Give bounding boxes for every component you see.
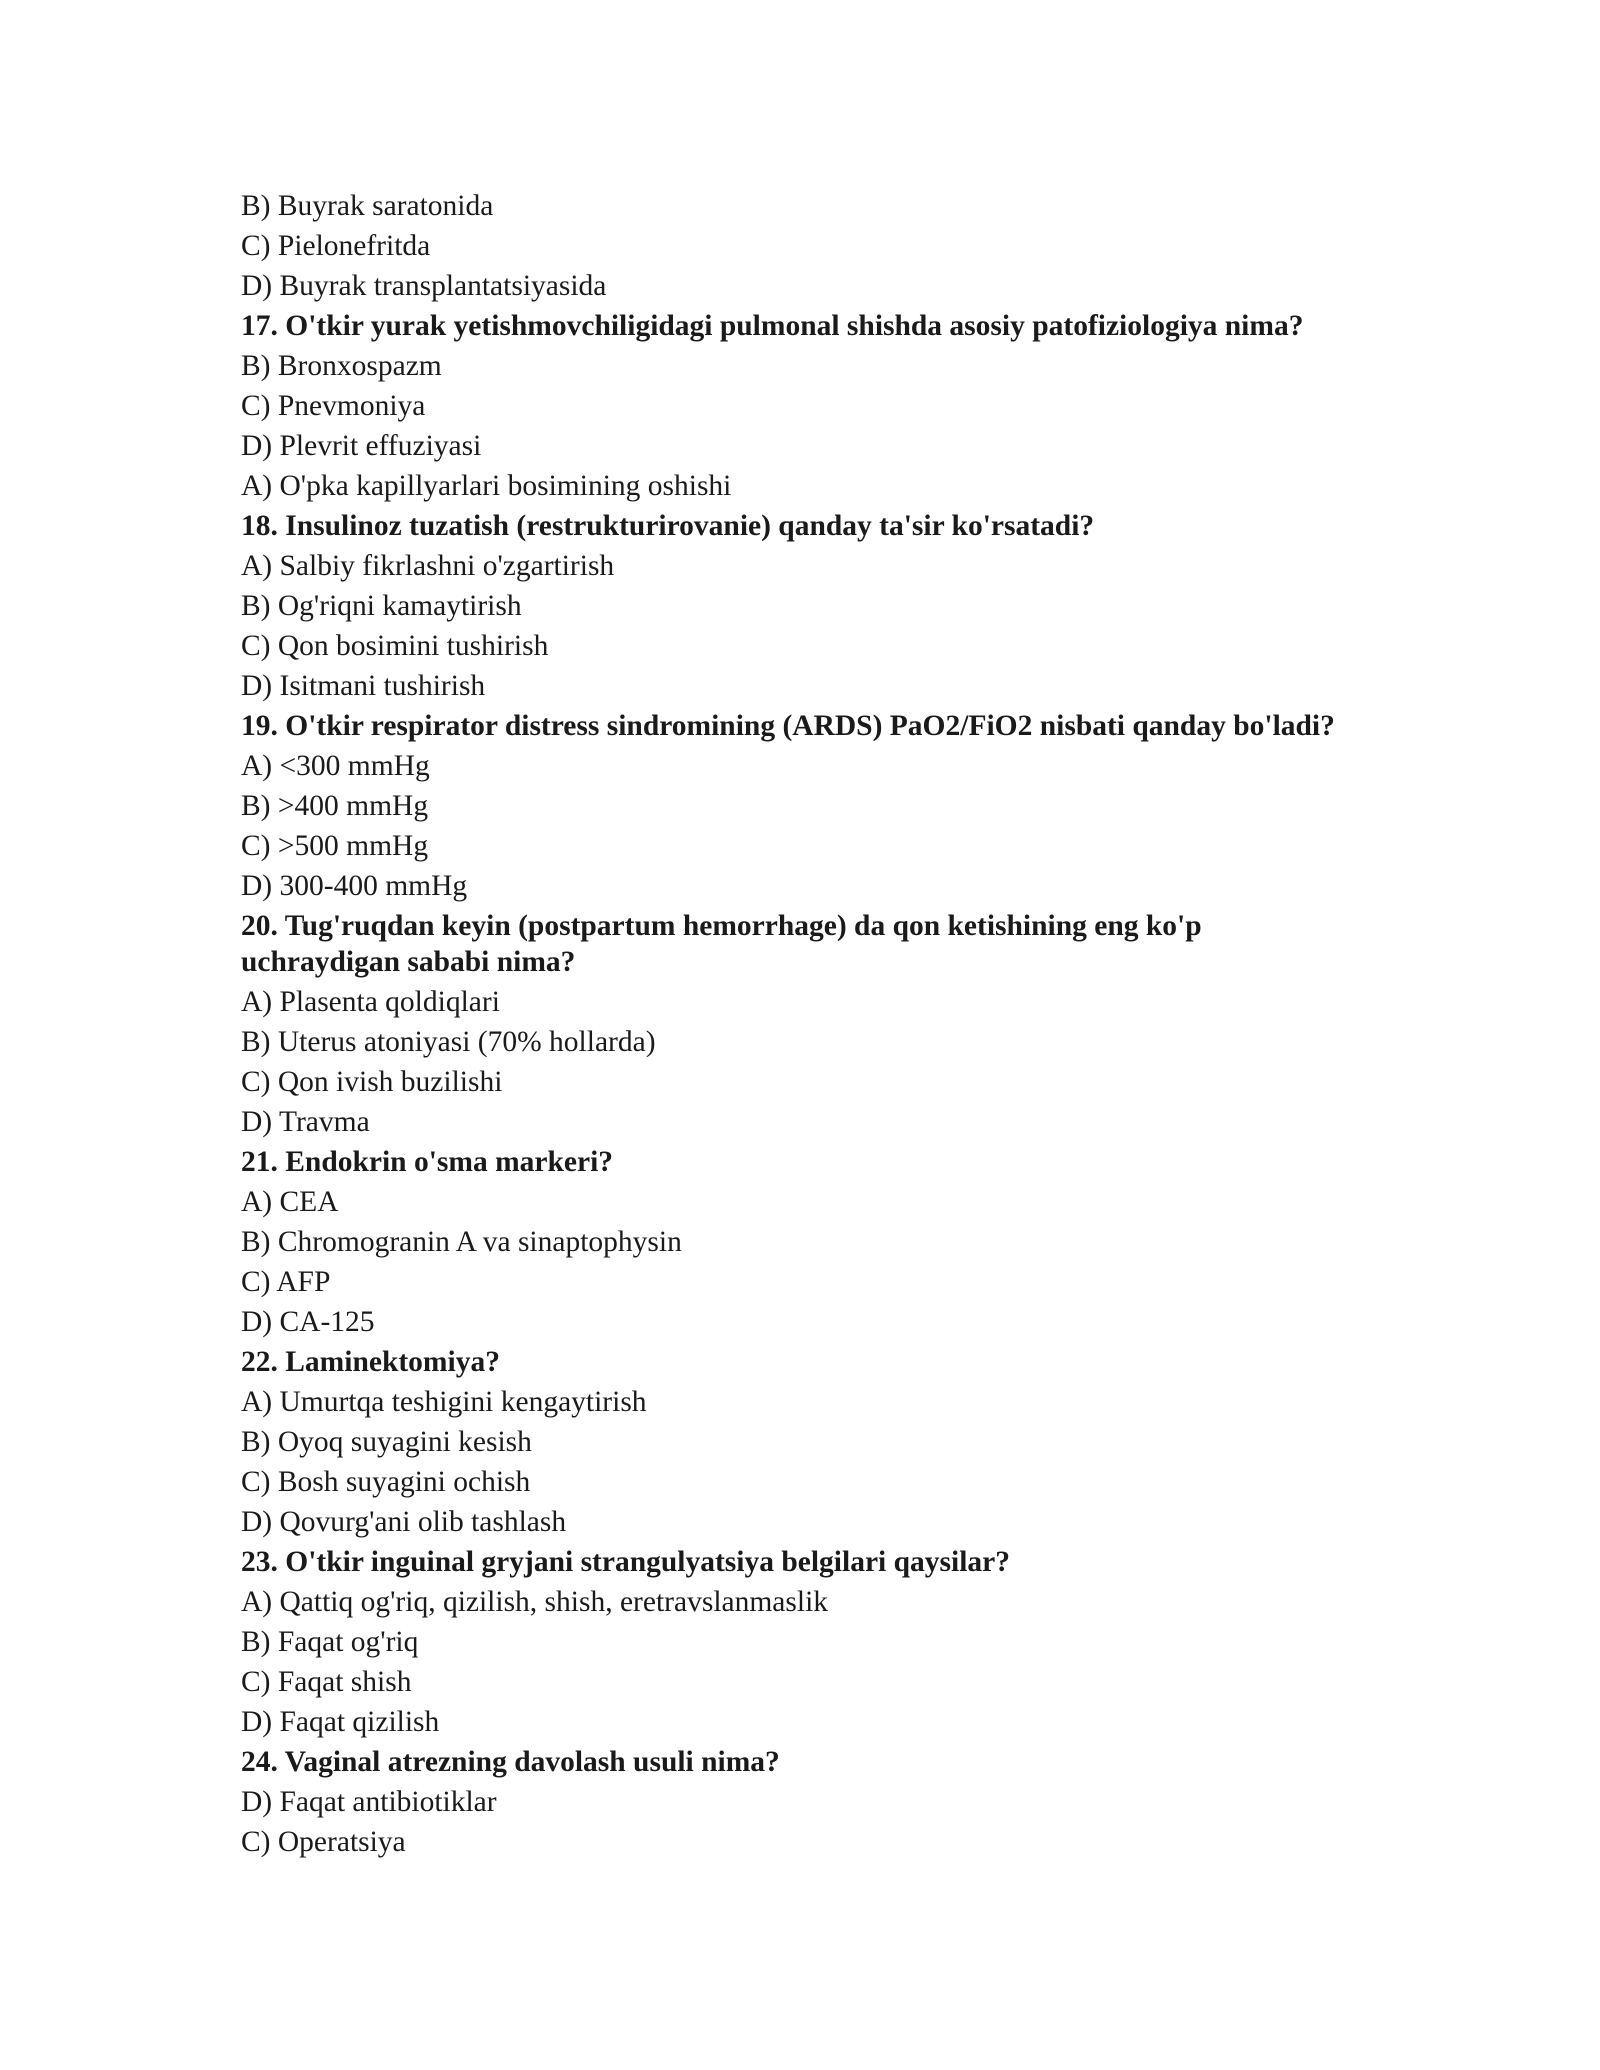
answer-option: A) <300 mmHg [241, 750, 430, 782]
question-text: 23. O'tkir inguinal gryjani strangulyatsiya belgilari qaysilar? [241, 1546, 1010, 1578]
answer-option: B) Bronxospazm [241, 350, 442, 382]
answer-option: C) AFP [241, 1266, 331, 1298]
answer-option: C) Pielonefritda [241, 230, 431, 262]
answer-option: B) Oyoq suyagini kesish [241, 1426, 532, 1458]
answer-option: A) Qattiq og'riq, qizilish, shish, eretravslanmaslik [241, 1586, 829, 1618]
answer-option: B) Buyrak saratonida [241, 190, 494, 222]
answer-option: C) Qon ivish buzilishi [241, 1066, 503, 1098]
question-block-19 [241, 706, 1421, 906]
answer-option: A) O'pka kapillyarlari bosimining oshishi [241, 470, 732, 502]
question-text: 19. O'tkir respirator distress sindromining (ARDS) PaO2/FiO2 nisbati qanday bo'ladi? [241, 710, 1335, 742]
question-block-21 [241, 1142, 1421, 1342]
answer-option: D) Buyrak transplantatsiyasida [241, 270, 607, 302]
question-block-20 [241, 906, 1421, 1142]
answer-option: D) Faqat antibiotiklar [241, 1786, 497, 1818]
answer-option: B) Og'riqni kamaytirish [241, 590, 522, 622]
question-text: 22. Laminektomiya? [241, 1346, 500, 1378]
answer-option: D) 300-400 mmHg [241, 870, 468, 902]
question-text: 24. Vaginal atrezning davolash usuli nima? [241, 1746, 780, 1778]
answer-option: C) Bosh suyagini ochish [241, 1466, 531, 1498]
answer-option: A) Plasenta qoldiqlari [241, 986, 500, 1018]
answer-option: A) Umurtqa teshigini kengaytirish [241, 1386, 647, 1418]
answer-option: D) CA-125 [241, 1306, 375, 1338]
answer-option: D) Travma [241, 1106, 370, 1138]
answer-option: C) Faqat shish [241, 1666, 412, 1698]
question-block-23 [241, 1542, 1421, 1742]
question-block-18 [241, 506, 1421, 706]
question-block-16-continued [241, 186, 1421, 306]
answer-option: D) Isitmani tushirish [241, 670, 486, 702]
answer-option: B) Faqat og'riq [241, 1626, 419, 1658]
answer-option: C) Qon bosimini tushirish [241, 630, 549, 662]
question-block-22 [241, 1342, 1421, 1542]
answer-option: B) >400 mmHg [241, 790, 429, 822]
question-block-17 [241, 306, 1421, 506]
answer-option: D) Plevrit effuziyasi [241, 430, 482, 462]
question-block-24 [241, 1742, 1421, 1862]
answer-option: C) Operatsiya [241, 1826, 406, 1858]
answer-option: D) Faqat qizilish [241, 1706, 440, 1738]
question-text: 21. Endokrin o'sma markeri? [241, 1146, 614, 1178]
question-text: 20. Tug'ruqdan keyin (postpartum hemorrhage) da qon ketishining eng ko'p uchraydigan sababi nima? [241, 910, 1202, 978]
answer-option: B) Chromogranin A va sinaptophysin [241, 1226, 682, 1258]
answer-option: A) Salbiy fikrlashni o'zgartirish [241, 550, 615, 582]
answer-option: C) Pnevmoniya [241, 390, 426, 422]
question-text: 17. O'tkir yurak yetishmovchiligidagi pulmonal shishda asosiy patofiziologiya nima? [241, 310, 1304, 342]
answer-option: A) CEA [241, 1186, 339, 1218]
question-text: 18. Insulinoz tuzatish (restrukturirovanie) qanday ta'sir ko'rsatadi? [241, 510, 1095, 542]
answer-option: D) Qovurg'ani olib tashlash [241, 1506, 567, 1538]
quiz-content [241, 186, 1421, 1862]
answer-option: C) >500 mmHg [241, 830, 429, 862]
answer-option: B) Uterus atoniyasi (70% hollarda) [241, 1026, 656, 1058]
